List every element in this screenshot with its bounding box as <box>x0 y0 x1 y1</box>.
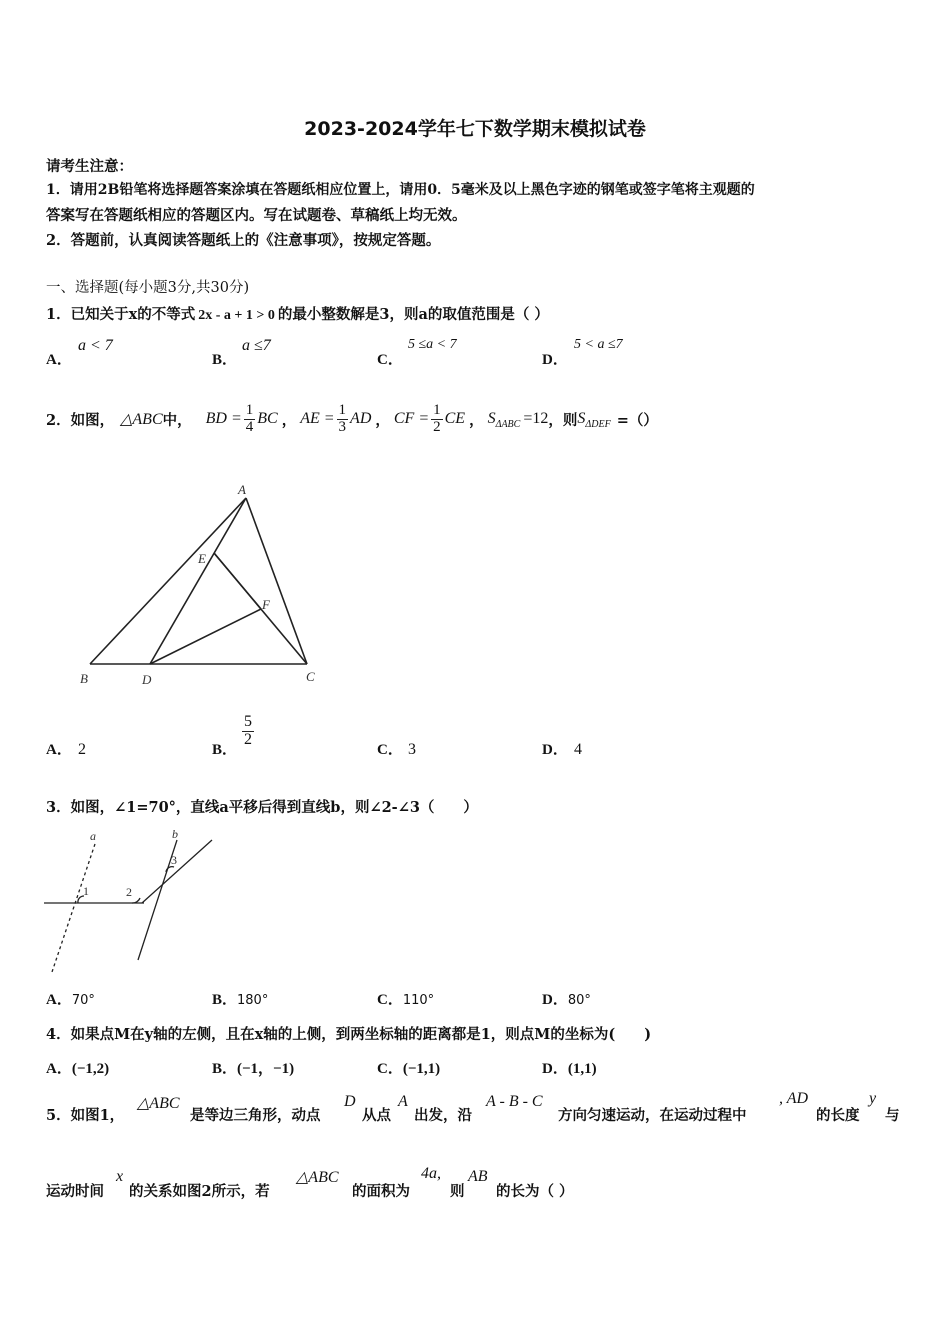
q2-ze: ，则 <box>548 411 578 429</box>
option-label: C． <box>377 1061 403 1077</box>
denominator: 2 <box>244 730 252 748</box>
q2-cf: CF = <box>393 410 430 427</box>
numerator: 1 <box>338 401 347 418</box>
label-d: D <box>142 672 152 687</box>
label-f: F <box>262 597 270 612</box>
q5-point-d: D <box>344 1093 356 1110</box>
denominator: 4 <box>245 418 254 435</box>
q5-y: y <box>869 1090 877 1107</box>
q5-ad: , AD <box>779 1090 809 1107</box>
q2-cf-rhs: CE <box>444 410 466 427</box>
q2-ae: AE = <box>300 410 335 427</box>
numerator: 1 <box>433 401 441 418</box>
q2-comma: ， <box>469 411 484 429</box>
q2-comma: ， <box>375 411 390 429</box>
denominator: 2 <box>433 418 441 435</box>
q3-option-d[interactable] <box>542 988 591 1009</box>
q2-ae-fraction <box>337 403 349 436</box>
q5-text-4: 出发，沿 <box>414 1107 472 1124</box>
angle-2-arc <box>132 898 140 903</box>
q5-path: A - B - C <box>486 1093 543 1110</box>
option-value: 180° <box>237 993 269 1008</box>
q5-x: x <box>116 1168 124 1185</box>
q1-option-d[interactable] <box>542 348 568 369</box>
q1-option-a-value: a < 7 <box>78 337 113 354</box>
q2-s-def-sub: ΔDEF <box>585 418 611 430</box>
q1-option-c[interactable] <box>377 348 403 369</box>
q1-inequality: 2x - a + 1 > 0 <box>198 308 275 323</box>
notice-line-1: 1．请用2B铅笔将选择题答案涂填在答题纸相应位置上，请用0．5毫米及以上黑色字迹的钢笔或签字笔将主观题的 <box>46 182 755 198</box>
notice-heading: 请考生注意： <box>46 158 133 175</box>
q2-option-d-value: 4 <box>574 741 582 758</box>
q4-option-b[interactable] <box>212 1057 294 1078</box>
q2-s-abc-sub: ΔABC <box>495 418 521 430</box>
label-b: b <box>172 827 178 841</box>
label-angle-1: 1 <box>83 884 89 898</box>
q1-option-c-value: 5 ≤a < 7 <box>408 337 457 352</box>
q3-option-c[interactable] <box>377 988 434 1009</box>
q2-option-b-fraction <box>242 714 254 749</box>
q5-point-a: A <box>398 1093 408 1110</box>
transversal-line <box>142 840 212 903</box>
segment-ac <box>246 498 307 664</box>
q2-option-b[interactable] <box>212 738 237 759</box>
q5-line2-c: 的面积为 <box>352 1183 410 1200</box>
q2-stem <box>46 396 658 442</box>
numerator: 5 <box>244 713 252 730</box>
q5-text-5: 方向匀速运动，在运动过程中 <box>558 1107 747 1124</box>
q2-option-c-value: 3 <box>408 741 416 758</box>
label-b: B <box>80 671 88 686</box>
label-angle-3: 3 <box>171 853 177 867</box>
option-label: A． <box>46 1061 72 1077</box>
q2-s-abc: S <box>487 410 496 427</box>
q2-end: =（） <box>616 411 658 429</box>
q5-line2-e: 的长为（ ） <box>496 1183 574 1200</box>
q2-bd: BD = <box>205 410 242 427</box>
option-value: 110° <box>402 993 435 1008</box>
q5-line2-a: 运动时间 <box>46 1183 104 1200</box>
q3-lines-figure <box>40 826 220 976</box>
q2-zhong: 中， <box>162 411 192 429</box>
q5-triangle: △ABC <box>137 1095 180 1112</box>
option-label: C． <box>377 352 403 368</box>
q5-line2-d: 则 <box>450 1183 465 1200</box>
q2-ae-rhs: AD <box>350 410 372 427</box>
q4-option-c[interactable] <box>377 1057 440 1078</box>
q4-option-d[interactable] <box>542 1057 597 1078</box>
option-label: A． <box>46 352 72 368</box>
q3-option-b[interactable] <box>212 988 268 1009</box>
notice-line-3: 2．答题前，认真阅读答题纸上的《注意事项》，按规定答题。 <box>46 232 441 249</box>
label-a: A <box>238 482 246 497</box>
q1-pre: 1．已知关于x的不等式 <box>46 306 196 323</box>
q5-triangle-2: △ABC <box>296 1169 339 1186</box>
q5-line2-b: 的关系如图2所示，若 <box>129 1183 270 1200</box>
q2-s-abc-value: =12 <box>523 410 549 427</box>
q5-text-2: 是等边三角形，动点 <box>190 1107 321 1124</box>
q2-option-d[interactable] <box>542 738 568 759</box>
option-label: C． <box>377 992 403 1008</box>
denominator: 3 <box>338 418 347 435</box>
numerator: 1 <box>245 401 254 418</box>
q1-option-b[interactable] <box>212 348 237 369</box>
q2-s-def: S <box>577 410 586 427</box>
q5-ab: AB <box>468 1168 488 1185</box>
q3-stem: 3．如图，∠1=70°，直线a平移后得到直线b，则∠2-∠3（ ） <box>46 799 478 816</box>
q2-bd-fraction <box>244 403 256 436</box>
segment-ef <box>214 553 261 609</box>
q2-triangle: △ABC <box>120 411 163 428</box>
option-label: D． <box>542 992 568 1008</box>
q5-text-3: 从点 <box>362 1107 391 1124</box>
line-a <box>52 844 95 972</box>
option-value: (−1,1) <box>402 1061 441 1077</box>
option-value: (−1,2) <box>71 1061 110 1077</box>
label-angle-2: 2 <box>126 885 132 899</box>
label-c: C <box>306 669 315 684</box>
q5-number: 5．如图1， <box>46 1107 125 1124</box>
option-value: 80° <box>567 993 591 1008</box>
option-label: B． <box>212 742 238 758</box>
q5-text-6: 的长度 <box>816 1107 860 1124</box>
q1-stem <box>46 303 549 324</box>
q4-stem: 4．如果点M在y轴的左侧，且在x轴的上侧，到两坐标轴的距离都是1，则点M的坐标为( ) <box>46 1026 652 1043</box>
q2-option-a[interactable] <box>46 738 72 759</box>
segment-ab <box>90 498 246 664</box>
q2-option-a-value: 2 <box>78 741 86 758</box>
section-heading: 一、选择题(每小题3分,共30分) <box>46 280 250 296</box>
option-label: A． <box>46 992 72 1008</box>
notice-line-2: 答案写在答题纸相应的答题区内。写在试题卷、草稿纸上均无效。 <box>46 207 467 224</box>
option-value: 70° <box>71 993 95 1008</box>
option-label: A． <box>46 742 72 758</box>
label-e: E <box>198 551 206 566</box>
option-label: B． <box>212 1061 238 1077</box>
q3-option-a[interactable] <box>46 988 95 1009</box>
q2-comma: ， <box>281 411 297 429</box>
q2-number: 2．如图， <box>46 411 115 429</box>
q1-option-d-value: 5 < a ≤7 <box>574 337 623 352</box>
option-label: B． <box>212 992 238 1008</box>
q5-area: 4a, <box>421 1165 441 1182</box>
q1-option-a[interactable] <box>46 348 72 369</box>
q2-option-c[interactable] <box>377 738 403 759</box>
q2-triangle-figure <box>70 478 330 693</box>
label-a: a <box>90 829 96 843</box>
page-title: 2023-2024学年七下数学期末模拟试卷 <box>304 118 646 140</box>
option-label: D． <box>542 352 568 368</box>
q5-text-7: 与 <box>885 1107 900 1124</box>
q4-option-a[interactable] <box>46 1057 109 1078</box>
option-label: D． <box>542 1061 568 1077</box>
option-label: B． <box>212 352 238 368</box>
q2-bd-rhs: BC <box>257 410 278 427</box>
q1-option-b-value: a ≤7 <box>242 337 271 354</box>
option-value: (−1，−1) <box>237 1061 295 1077</box>
option-label: D． <box>542 742 568 758</box>
q1-post: 的最小整数解是3，则a的取值范围是（ ） <box>277 306 549 323</box>
q2-cf-fraction <box>431 403 443 436</box>
option-value: (1,1) <box>567 1061 597 1077</box>
segment-ad <box>150 498 246 664</box>
option-label: C． <box>377 742 403 758</box>
